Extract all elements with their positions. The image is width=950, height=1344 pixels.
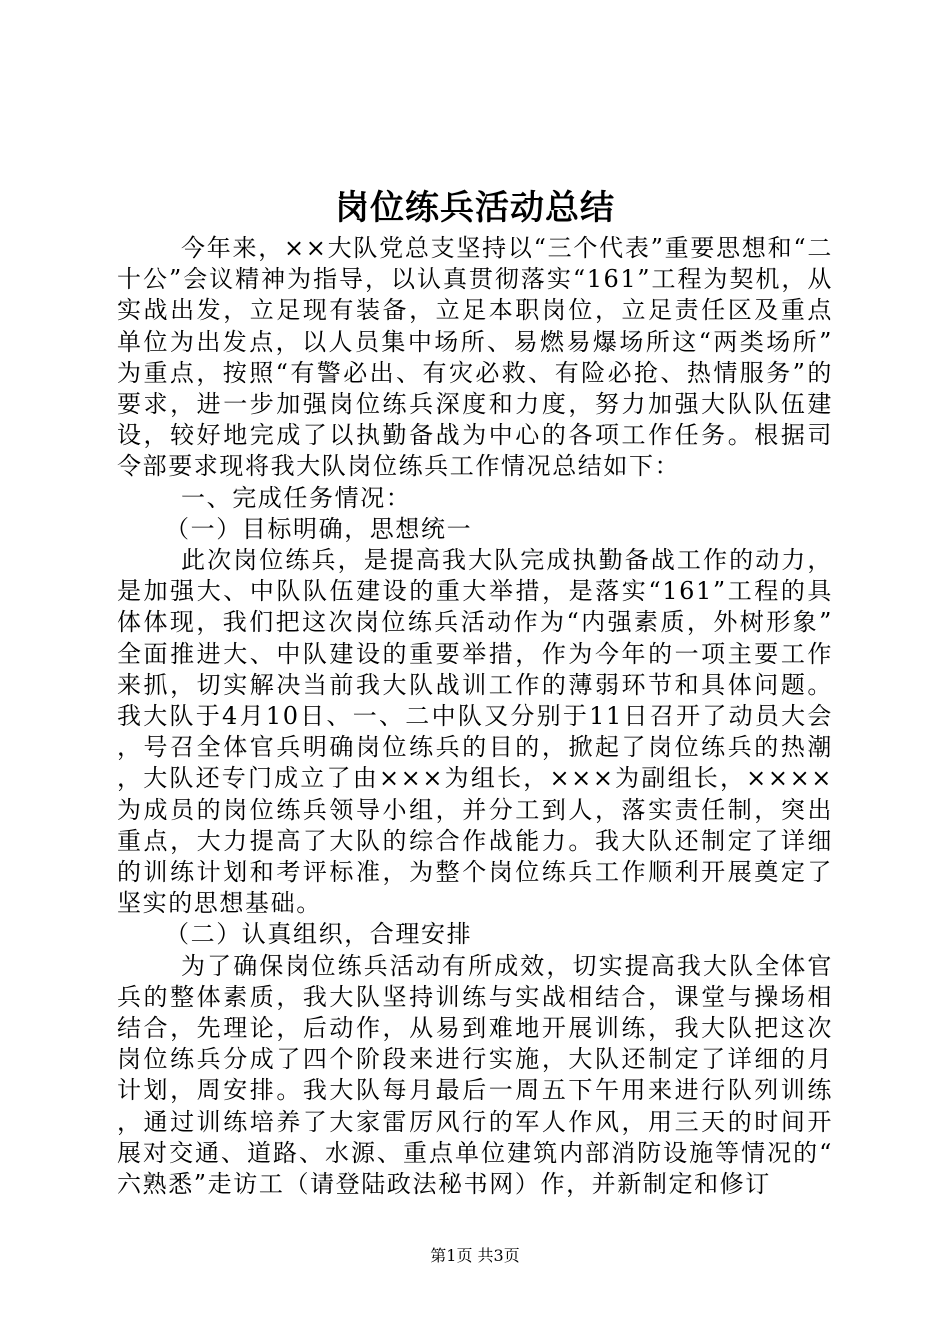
organization-paragraph: 为了确保岗位练兵活动有所成效，切实提高我大队全体官兵的整体素质，我大队坚持训练与实战相结合，课堂与操场相结合，先理论，后动作，从易到难地开展训练，我大队把这次岗位练兵分成了四个阶段来进行实施，大队还制定了详细的月计划，周安排。我大队每月最后一周五下午用来进行队列训练，通过训练培养了大家雷厉风行的军人作风，用三天的时间开展对交通、道路、水源、重点单位建筑内部消防设施等情况的“六熟悉”走访工（请登陆政法秘书网）作，并新制定和修订 [117, 951, 833, 1199]
intro-paragraph: 今年来，××大队党总支坚持以“三个代表”重要思想和“二十公”会议精神为指导，以认真贯彻落实“161”工程为契机，从实战出发，立足现有装备，立足本职岗位，立足责任区及重点单位为出发点，以人员集中场所、易燃易爆场所这“两类场所”为重点，按照“有警必出、有灾必救、有险必抢、热情服务”的要求，进一步加强岗位练兵深度和力度，努力加强大队队伍建设，较好地完成了以执勤备战为中心的各项工作任务。根据司令部要求现将我大队岗位练兵工作情况总结如下： [117, 234, 833, 481]
goals-paragraph: 此次岗位练兵，是提高我大队完成执勤备战工作的动力，是加强大、中队队伍建设的重大举措，是落实“161”工程的具体体现，我们把这次岗位练兵活动作为“内强素质，外树形象”全面推进大、中队建设的重要举措，作为今年的一项主要工作来抓，切实解决当前我大队战训工作的薄弱环节和具体问题。我大队于4月10日、一、二中队又分别于11日召开了动员大会，号召全体官兵明确岗位练兵的目的，掀起了岗位练兵的热潮，大队还专门成立了由×××为组长，×××为副组长，××××为成员的岗位练兵领导小组，并分工到人，落实责任制，突出重点，大力提高了大队的综合作战能力。我大队还制定了详细的训练计划和考评标准，为整个岗位练兵工作顺利开展奠定了坚实的思想基础。 [117, 546, 833, 918]
document-title: 岗位练兵活动总结 [335, 188, 615, 228]
section-heading-tasks: 一、完成任务情况： [181, 483, 412, 512]
document-body [117, 233, 833, 1200]
subsection-heading-goals: （一）目标明确，思想统一 [165, 514, 473, 543]
subsection-heading-organization: （二）认真组织，合理安排 [165, 920, 473, 949]
page-number-footer: 第1页 共3页 [430, 1246, 520, 1265]
